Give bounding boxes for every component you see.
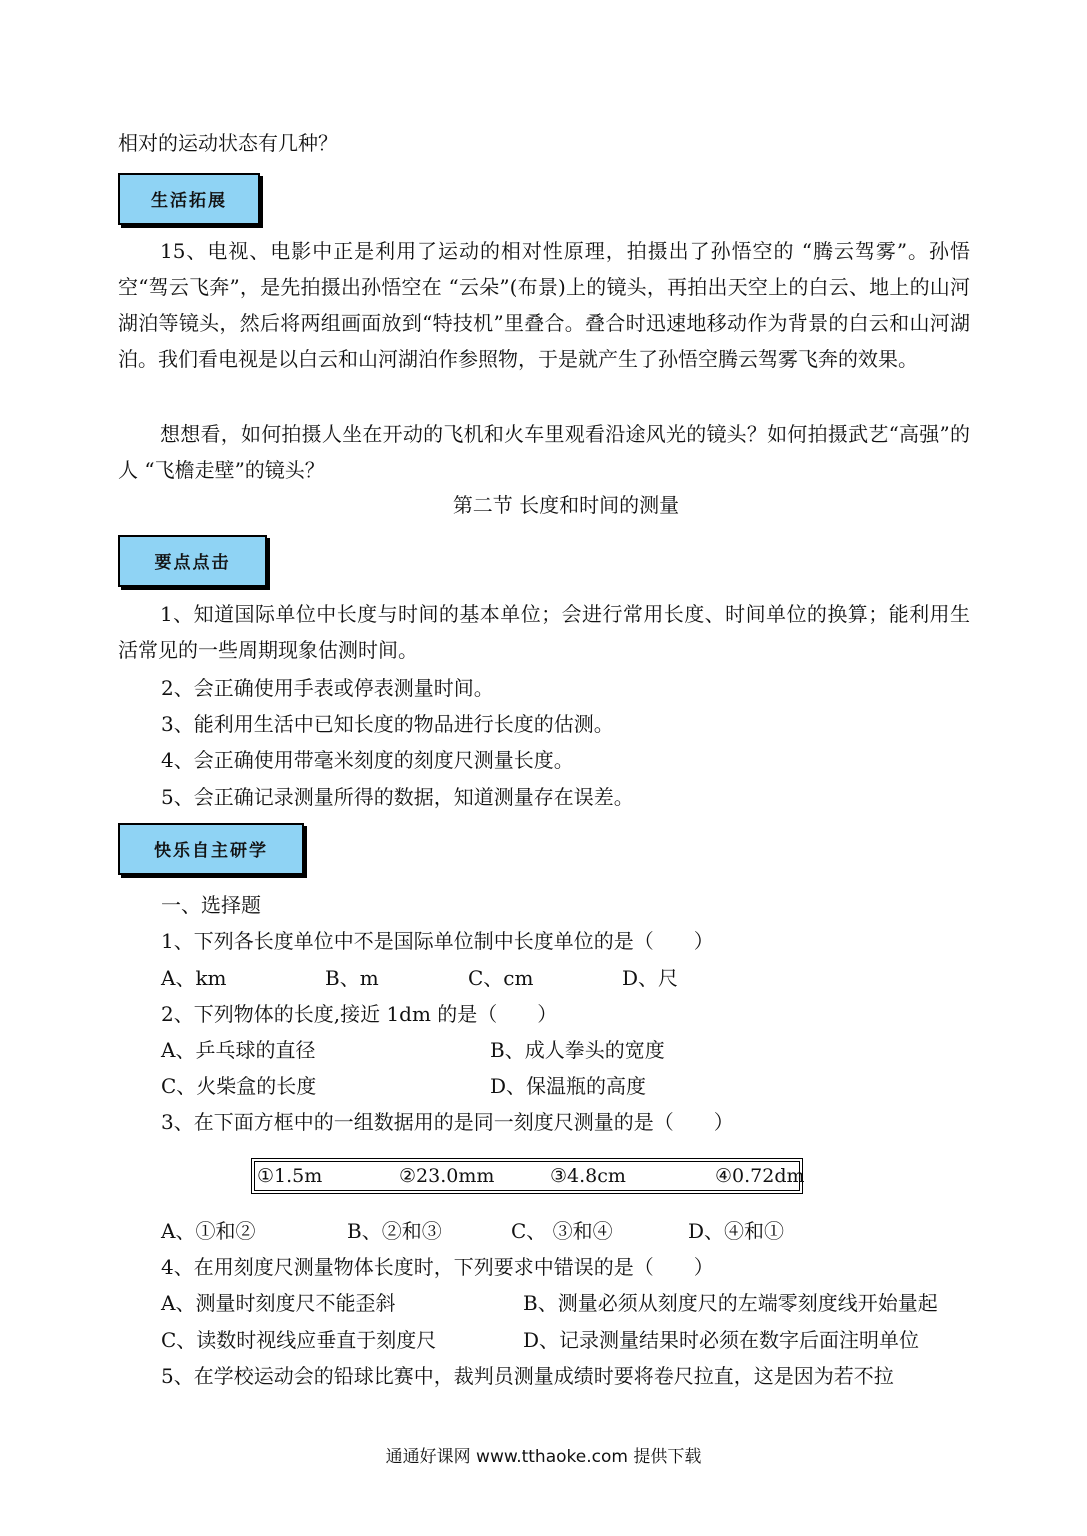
question-4: 4、在用刻度尺测量物体长度时，下列要求中错误的是（ ）: [161, 1255, 714, 1279]
point-item-4: 4、会正确使用带毫米刻度的刻度尺测量长度。: [161, 748, 574, 772]
data-value-1: ①1.5m: [257, 1165, 323, 1187]
question-2: 2、下列物体的长度,接近 1dm 的是（ ）: [161, 1002, 558, 1026]
data-value-4: ④0.72dm: [715, 1165, 805, 1187]
chapter-title: 第二节 长度和时间的测量: [452, 493, 680, 517]
q4-option-a: A、测量时刻度尺不能歪斜: [161, 1291, 396, 1315]
q2-option-d: D、保温瓶的高度: [490, 1074, 647, 1098]
q4-option-b: B、测量必须从刻度尺的左端零刻度线开始量起: [523, 1291, 938, 1315]
q2-option-a: A、乒乓球的直径: [161, 1038, 316, 1062]
q2-option-c: C、火柴盒的长度: [161, 1074, 317, 1098]
q1-option-a: A、km: [161, 966, 227, 990]
q4-option-d: D、记录测量结果时必须在数字后面注明单位: [523, 1328, 920, 1352]
q3-option-a: A、①和②: [161, 1219, 256, 1243]
question-3: 3、在下面方框中的一组数据用的是同一刻度尺测量的是（ ）: [161, 1110, 734, 1134]
q3-option-b: B、②和③: [347, 1219, 442, 1243]
section-label-study: 快乐自主研学: [118, 823, 304, 875]
q1-option-d: D、尺: [622, 966, 679, 990]
page-footer: 通通好课网 www.tthaoke.com 提供下载: [385, 1447, 702, 1467]
data-value-2: ②23.0mm: [399, 1165, 495, 1187]
data-value-3: ③4.8cm: [550, 1165, 626, 1187]
q1-option-b: B、m: [325, 966, 379, 990]
question-5: 5、在学校运动会的铅球比赛中，裁判员测量成绩时要将卷尺拉直，这是因为若不拉: [161, 1364, 894, 1388]
intro-line: 相对的运动状态有几种？: [118, 131, 338, 155]
question-heading: 一、选择题: [161, 893, 261, 917]
q3-option-c: C、 ③和④: [511, 1219, 613, 1243]
point-item-2: 2、会正确使用手表或停表测量时间。: [161, 676, 494, 700]
section-label-life: 生活拓展: [118, 173, 260, 225]
paragraph-life-2: 想想看，如何拍摄人坐在开动的飞机和火车里观看沿途风光的镜头？如何拍摄武艺“高强”的人 “飞檐走壁”的镜头？: [118, 422, 970, 482]
section-label-points: 要点点击: [118, 535, 267, 587]
point-item-5: 5、会正确记录测量所得的数据，知道测量存在误差。: [161, 785, 634, 809]
q3-option-d: D、④和①: [688, 1219, 785, 1243]
question-1: 1、下列各长度单位中不是国际单位制中长度单位的是（ ）: [161, 929, 714, 953]
q2-option-b: B、成人拳头的宽度: [490, 1038, 665, 1062]
measurement-data-box: [251, 1158, 803, 1194]
point-item-1: 1、知道国际单位中长度与时间的基本单位；会进行常用长度、时间单位的换算；能利用生活常见的一些周期现象估测时间。: [118, 602, 970, 662]
q4-option-c: C、读数时视线应垂直于刻度尺: [161, 1328, 437, 1352]
point-item-3: 3、能利用生活中已知长度的物品进行长度的估测。: [161, 712, 614, 736]
paragraph-life-1: 15、电视、电影中正是利用了运动的相对性原理，拍摄出了孙悟空的 “腾云驾雾”。孙悟空“驾云飞奔”，是先拍摄出孙悟空在 “云朵”(布景)上的镜头，再拍出天空上的白云、地上的山河湖泊等镜头，然后将两组画面放到“特技机”里叠合。叠合时迅速地移动作为背景的白云和山河湖泊。我们看电视是以白云和山河湖泊作参照物，于是就产生了孙悟空腾云驾雾飞奔的效果。: [118, 239, 970, 371]
q1-option-c: C、cm: [468, 966, 534, 990]
